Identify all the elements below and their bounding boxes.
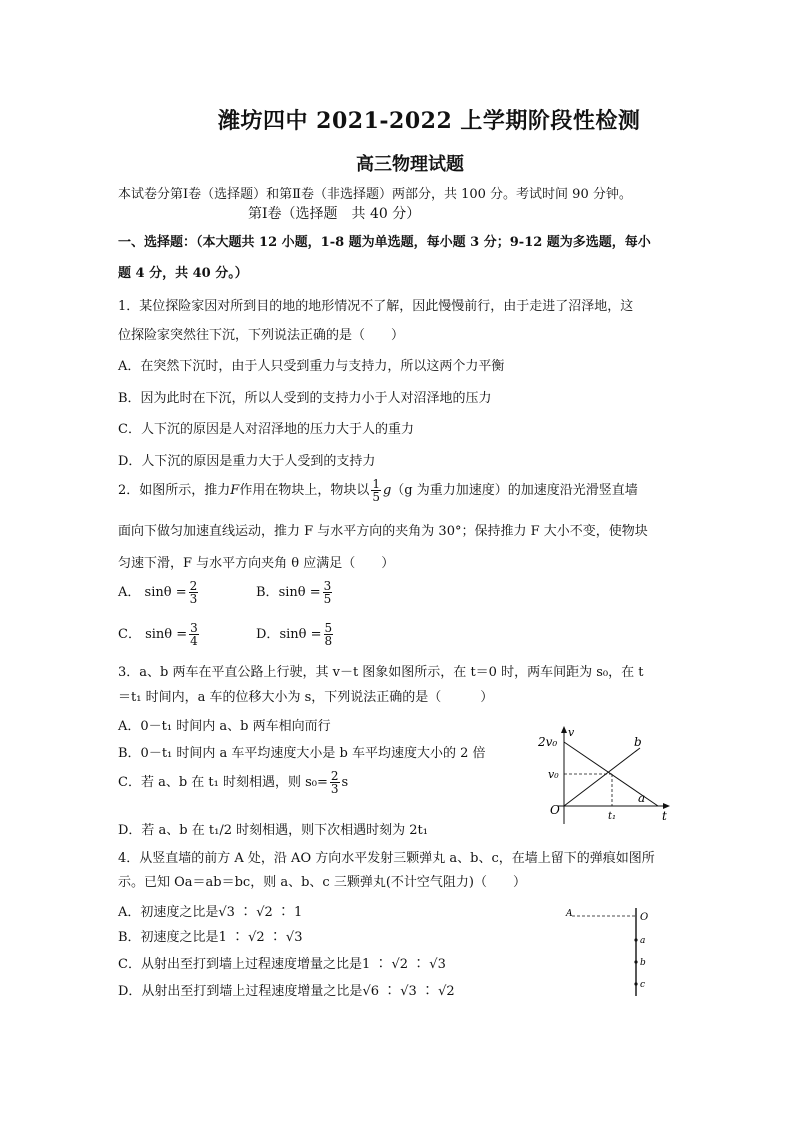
q3-option-b: B．0－t₁ 时间内 a 车平均速度大小是 b 车平均速度大小的 2 倍 [118, 746, 486, 761]
figure-label-c: c [640, 980, 646, 990]
q2-option-b: B．sinθ = $\frac{3}{5}$ [256, 579, 332, 606]
q2-option-c: C． sinθ = $\frac{3}{4}$ [118, 621, 198, 648]
q4-option-c: C．从射出至打到墙上过程速度增量之比是1 ∶ √2 ∶ √3 [118, 957, 446, 972]
q1-option-a: A．在突然下沉时，由于人只受到重力与支持力，所以这两个力平衡 [118, 359, 505, 374]
q4-option-a: A．初速度之比是√3 ∶ √2 ∶ 1 [118, 905, 303, 920]
figure-label-b: b [640, 958, 646, 968]
q1-option-d: D．人下沉的原因是重力大于人受到的支持力 [118, 454, 376, 469]
q1-stem-line1: 1．某位探险家因对所到目的地的地形情况不了解，因此慢慢前行，由于走进了沼泽地，这 [118, 299, 634, 314]
graph-v-arrow [561, 726, 567, 733]
q2-stem-line2: 面向下做匀加速直线运动，推力 F 与水平方向的夹角为 30°；保持推力 F 大小不变，使物块 [118, 524, 648, 539]
q1-option-c: C．人下沉的原因是人对沼泽地的压力大于人的重力 [118, 422, 414, 437]
graph-label-t: t [662, 809, 667, 823]
q2-stem-line3: 匀速下滑，F 与水平方向夹角 θ 应满足（ ） [118, 556, 395, 571]
point-a-dot [634, 938, 637, 941]
part-title: 第Ⅰ卷（选择题 共 40 分） [248, 206, 421, 222]
graph-label-origin: O [550, 803, 560, 817]
section-heading-line1: 一、选择题：（本大题共 12 小题，1-8 题为单选题，每小题 3 分；9-12 题为多选题，每小 [118, 235, 651, 250]
graph-label-b: b [634, 735, 642, 749]
q2-option-d: D．sinθ = $\frac{5}{8}$ [256, 621, 333, 648]
graph-label-t1: t₁ [608, 811, 617, 822]
q3-vt-graph [528, 724, 678, 828]
graph-label-v0: v₀ [548, 768, 559, 781]
q3-stem-line2: ＝t₁ 时间内，a 车的位移大小为 s，下列说法正确的是（ ） [118, 690, 494, 705]
q3-stem-line1: 3．a、b 两车在平直公路上行驶，其 v－t 图象如图所示，在 t＝0 时，两车间距为 s₀，在 t [118, 665, 644, 680]
exam-intro: 本试卷分第Ⅰ卷（选择题）和第Ⅱ卷（非选择题）两部分，共 100 分。考试时间 90 分钟。 [118, 187, 632, 202]
point-c-dot [634, 982, 637, 985]
q3-option-c: C．若 a、b 在 t₁ 时刻相遇，则 s₀= $\frac{2}{3}$ s [118, 769, 349, 796]
q4-option-d: D．从射出至打到墙上过程速度增量之比是√6 ∶ √3 ∶ √2 [118, 984, 455, 999]
q2-force-symbol: F [230, 483, 240, 498]
q3-option-d: D．若 a、b 在 t₁/2 时刻相遇，则下次相遇时刻为 2t₁ [118, 823, 428, 838]
figure-label-O: O [640, 912, 649, 923]
graph-label-2v0: 2v₀ [538, 735, 558, 749]
figure-label-a: a [640, 936, 646, 946]
q1-stem-line2: 位探险家突然往下沉，下列说法正确的是（ ） [118, 328, 405, 343]
q4-stem-line1: 4．从竖直墙的前方 A 处，沿 AO 方向水平发射三颗弹丸 a、b、c，在墙上留下的弹痕如图所 [118, 851, 655, 866]
q1-option-b: B．因为此时在下沉，所以人受到的支持力小于人对沼泽地的压力 [118, 391, 492, 406]
q4-option-b: B．初速度之比是1 ∶ √2 ∶ √3 [118, 930, 303, 945]
q2-stem-part1: 2．如图所示，推力 [118, 483, 231, 498]
graph-line-b [564, 748, 640, 806]
q3-option-a: A．0－t₁ 时间内 a、b 两车相向而行 [118, 719, 331, 734]
page-title: 潍坊四中 2021-2022 上学期阶段性检测 [218, 108, 641, 134]
section-heading-line2: 题 4 分，共 40 分。） [118, 266, 248, 281]
q2-stem-line1: 2．如图所示，推力F作用在物块上，物块以 $\frac{1}{5}$ g（g 为重力加速度）的加速度沿光滑竖直墙 [118, 477, 638, 504]
q2-option-a: A． sinθ = $\frac{2}{3}$ [118, 579, 198, 606]
graph-label-v: v [568, 726, 575, 739]
q2-stem-part2: 作用在物块上，物块以 [239, 483, 370, 498]
q4-wall-figure [560, 904, 660, 1000]
q2-stem-part3: （g 为重力加速度）的加速度沿光滑竖直墙 [391, 483, 638, 498]
point-b-dot [634, 960, 637, 963]
q2-fraction: $\frac{1}{5}$ [372, 477, 380, 504]
figure-label-A: A [566, 909, 573, 919]
q4-stem-line2: 示。已知 Oa＝ab＝bc，则 a、b、c 三颗弹丸(不计空气阻力)（ ） [118, 875, 526, 890]
page-subtitle: 高三物理试题 [356, 154, 464, 175]
graph-label-a: a [638, 791, 646, 805]
